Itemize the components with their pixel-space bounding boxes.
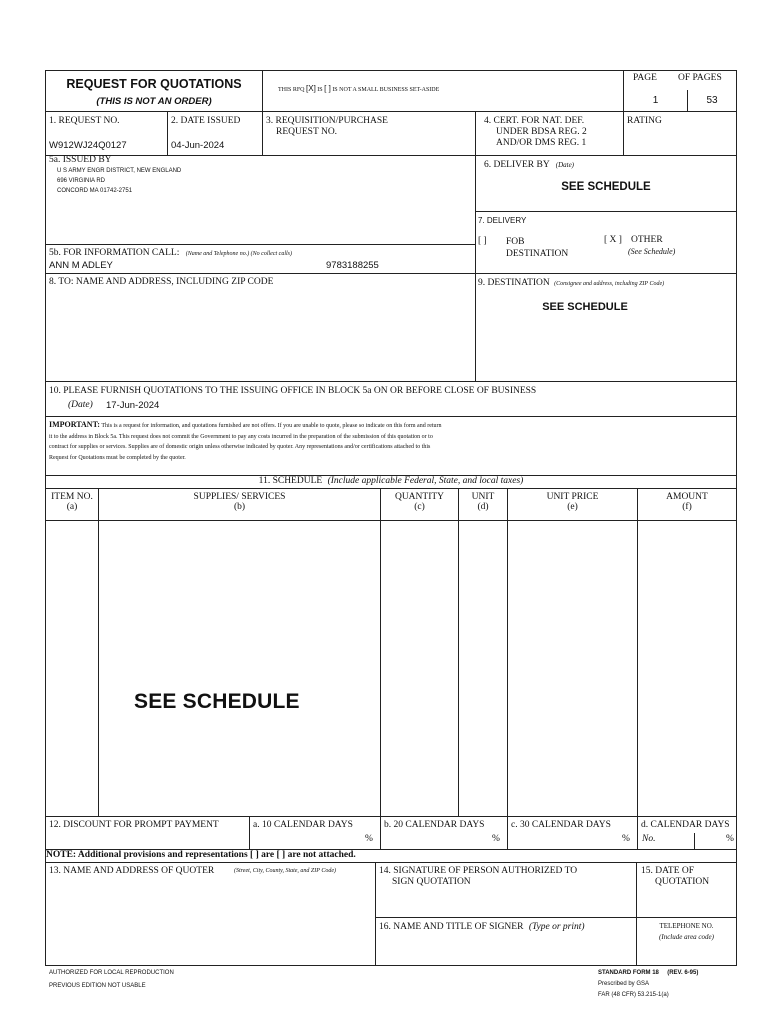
important-line-2: it to the address in Block 5a. This request does not commit the Government to pay any costs incurred in the preparation of the submission of this quotation or to [49, 433, 433, 440]
signature-label-1: 14. SIGNATURE OF PERSON AUTHORIZED TO [379, 866, 578, 876]
footer-previous-edition: PREVIOUS EDITION NOT USABLE [49, 983, 146, 989]
divider [45, 381, 737, 382]
footer-reproduction: AUTHORIZED FOR LOCAL REPRODUCTION [49, 970, 174, 976]
signer-label-hint: (Type or print) [528, 922, 585, 932]
furnish-quotations-label: 10. PLEASE FURNISH QUOTATIONS TO THE ISSUING OFFICE IN BLOCK 5a ON OR BEFORE CLOSE OF BUSINESS [49, 386, 537, 396]
cert-line-2: UNDER BDSA REG. 2 [496, 127, 587, 137]
col-supplies-letter: (b) [233, 502, 246, 512]
frame-right [736, 70, 737, 966]
col-header-unit [459, 492, 507, 512]
divider [45, 488, 737, 489]
date-issued-label: 2. DATE ISSUED [171, 116, 241, 126]
deliver-by-hint: (Date) [555, 161, 575, 169]
footer-far-reference: FAR (48 CFR) 53.215-1(a) [598, 992, 669, 998]
col-line [637, 488, 638, 816]
total-pages: 53 [706, 95, 718, 106]
divider [45, 273, 737, 274]
col-line [507, 488, 508, 816]
rfq-set-aside-note [278, 84, 439, 93]
col-header-supplies [99, 492, 380, 512]
quoter-name-address-label: 13. NAME AND ADDRESS OF QUOTER [49, 866, 215, 876]
divider [249, 816, 250, 849]
form-title: REQUEST FOR QUOTATIONS [66, 77, 242, 91]
divider [636, 862, 637, 966]
cert-line-1: 4. CERT. FOR NAT. DEF. [484, 116, 585, 126]
fob-label: FOB [506, 237, 525, 247]
discount-30-days: c. 30 CALENDAR DAYS [511, 820, 611, 830]
divider [45, 244, 475, 245]
contact-name: ANN M ADLEY [49, 260, 113, 271]
col-amount-letter: (f) [682, 502, 692, 512]
divider [45, 111, 737, 112]
footer-standard-form: STANDARD FORM 18 (REV. 6-95) [598, 970, 699, 976]
schedule-title-hint: (Include applicable Federal, State, and local taxes) [327, 476, 524, 486]
provisions-note: NOTE: Additional provisions and representations [ ] are [ ] are not attached. [46, 850, 356, 860]
signature-label-2: SIGN QUOTATION [392, 877, 471, 887]
request-no-value: W912WJ24Q0127 [49, 140, 127, 151]
discount-custom-days: d. CALENDAR DAYS [641, 820, 730, 830]
telephone-hint: (Include area code) [659, 933, 714, 941]
discount-label: 12. DISCOUNT FOR PROMPT PAYMENT [49, 820, 219, 830]
discount-20-days: b. 20 CALENDAR DAYS [384, 820, 485, 830]
frame-bottom [45, 965, 737, 966]
rfq-checkbox-is[interactable]: [X] [306, 84, 316, 93]
destination-text: 9. DESTINATION [478, 278, 550, 288]
col-unit-price-label: UNIT PRICE [546, 492, 599, 502]
date-of-quotation-label-2: QUOTATION [655, 877, 710, 887]
telephone-label: TELEPHONE NO. [659, 922, 714, 930]
divider [167, 111, 168, 155]
page-number: 1 [652, 95, 659, 106]
divider [375, 917, 737, 918]
fob-destination-label: DESTINATION [506, 249, 569, 259]
other-hint: (See Schedule) [628, 247, 676, 256]
col-line [458, 488, 459, 816]
important-line-4: Request for Quotations must be completed by the quoter. [49, 454, 186, 461]
issued-by-label: 5a. ISSUED BY [49, 155, 112, 165]
form-subtitle: (THIS IS NOT AN ORDER) [96, 96, 212, 107]
col-amount-label: AMOUNT [666, 492, 708, 502]
col-supplies-label: SUPPLIES/ SERVICES [193, 492, 286, 502]
other-label: OTHER [631, 235, 663, 245]
of-pages-label: OF PAGES [678, 73, 722, 83]
divider [262, 70, 263, 155]
date-issued-value: 04-Jun-2024 [171, 140, 225, 151]
discount-30-pct: % [622, 834, 630, 844]
discount-10-days: a. 10 CALENDAR DAYS [253, 820, 353, 830]
schedule-title-text: 11. SCHEDULE [258, 476, 323, 486]
divider [623, 70, 624, 155]
divider [45, 816, 737, 817]
issued-by-line-3: CONCORD MA 01742-2751 [57, 188, 133, 194]
discount-custom-pct: % [726, 834, 734, 844]
footer-prescribed-by: Prescribed by GSA [598, 981, 650, 987]
issued-by-line-2: 696 VIRGINIA RD [57, 178, 106, 184]
close-date-hint: (Date) [68, 400, 93, 410]
divider [475, 211, 737, 212]
to-name-address-label: 8. TO: NAME AND ADDRESS, INCLUDING ZIP CODE [49, 277, 274, 287]
page-label: PAGE [633, 73, 657, 83]
col-header-unit-price [508, 492, 637, 512]
col-quantity-letter: (c) [414, 502, 425, 512]
quoter-address-hint: (Street, City, County, State, and ZIP Code) [234, 868, 336, 874]
requisition-label-2: REQUEST NO. [276, 127, 338, 137]
cert-line-3: AND/OR DMS REG. 1 [496, 138, 587, 148]
delivery-label: 7. DELIVERY [478, 216, 527, 225]
requisition-label-1: 3. REQUISITION/PURCHASE [266, 116, 388, 126]
divider [45, 416, 737, 417]
col-header-amount [638, 492, 736, 512]
rfq-note-suffix: IS NOT A SMALL BUSINESS SET-ASIDE [332, 87, 440, 93]
divider [375, 862, 376, 966]
divider [694, 833, 695, 849]
schedule-body-text: SEE SCHEDULE [134, 690, 300, 713]
col-item-no-label: ITEM NO. [51, 492, 93, 502]
rfq-note-prefix: THIS RFQ [278, 87, 305, 93]
divider [45, 520, 737, 521]
divider [475, 155, 737, 156]
contact-phone: 9783188255 [326, 260, 379, 271]
destination-hint: (Consignee and address, including ZIP Code) [554, 281, 665, 287]
discount-10-pct: % [365, 834, 373, 844]
date-of-quotation-label-1: 15. DATE OF [641, 866, 695, 876]
frame-left [45, 70, 46, 966]
important-line-1: This is a request for information, and quotations furnished are not offers. If you are unable to quote, please so indicate on this form and return [101, 423, 442, 429]
issued-by-line-1: U S ARMY ENGR DISTRICT, NEW ENGLAND [57, 168, 182, 174]
col-unit-price-letter: (e) [567, 502, 578, 512]
important-label: IMPORTANT: [49, 420, 100, 429]
signer-name-title-label [379, 922, 585, 932]
other-checkbox[interactable]: [ X ] [604, 235, 622, 245]
discount-20-pct: % [492, 834, 500, 844]
divider [380, 816, 381, 849]
important-notice [49, 420, 735, 463]
deliver-by-text: 6. DELIVER BY [484, 160, 550, 170]
col-line [98, 488, 99, 816]
divider [475, 111, 476, 381]
discount-custom-no: No. [642, 834, 656, 844]
col-header-quantity [381, 492, 458, 512]
destination-label [478, 278, 664, 288]
destination-value: SEE SCHEDULE [542, 301, 628, 313]
info-call-label [49, 248, 292, 258]
col-header-item-no [46, 492, 98, 512]
rating-label: RATING [627, 116, 662, 126]
col-unit-letter: (d) [477, 502, 489, 512]
rfq-checkbox-is-not[interactable]: [ ] [324, 84, 331, 93]
rfq-note-is: IS [317, 87, 323, 93]
fob-checkbox[interactable]: [ ] [478, 236, 487, 246]
frame-top [45, 70, 737, 71]
deliver-by-label [484, 160, 574, 170]
col-line [380, 488, 381, 816]
important-line-3: contract for supplies or services. Supplies are of domestic origin unless otherwise indicated by quoter. Any representations and/or certifications attached to this [49, 444, 431, 450]
col-unit-label: UNIT [471, 492, 495, 502]
close-date-value: 17-Jun-2024 [106, 400, 160, 411]
col-quantity-label: QUANTITY [394, 492, 445, 502]
deliver-by-value: SEE SCHEDULE [561, 181, 651, 193]
signer-label-text: 16. NAME AND TITLE OF SIGNER [379, 922, 524, 932]
schedule-title [46, 476, 736, 486]
request-no-label: 1. REQUEST NO. [49, 116, 120, 126]
info-call-text: 5b. FOR INFORMATION CALL: [49, 248, 180, 258]
col-item-no-letter: (a) [66, 502, 78, 512]
info-call-hint: (Name and Telephone no.) (No collect calls) [185, 251, 293, 257]
divider [507, 816, 508, 849]
divider [637, 816, 638, 849]
divider [45, 862, 737, 863]
